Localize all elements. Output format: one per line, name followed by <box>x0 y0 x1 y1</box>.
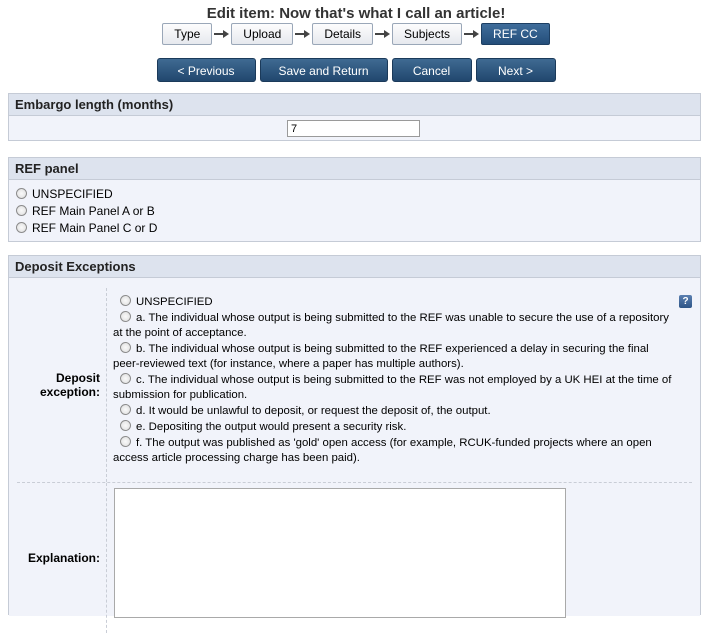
embargo-panel <box>8 93 701 141</box>
workflow-step-ref-cc[interactable]: REF CC <box>481 23 550 45</box>
radio-button[interactable] <box>16 205 27 216</box>
deposit-exception-option-d[interactable] <box>113 404 676 419</box>
embargo-length-input[interactable] <box>287 120 420 137</box>
radio-button[interactable] <box>120 404 131 415</box>
ref-panel-option-c-or-d[interactable] <box>16 219 692 236</box>
deposit-exception-option-f[interactable] <box>113 436 676 466</box>
deposit-exception-option-a[interactable] <box>113 311 676 341</box>
deposit-exception-option-b[interactable] <box>113 342 676 372</box>
radio-button[interactable] <box>120 373 131 384</box>
ref-panel-body <box>9 180 700 241</box>
radio-button[interactable] <box>120 420 131 431</box>
ref-panel-header: REF panel <box>9 158 700 180</box>
deposit-exception-option-unspecified[interactable] <box>113 295 676 310</box>
option-label: b. The individual whose output is being submitted to the REF experienced a delay in securing the final peer-reviewed text (for instance, where a paper has multiple authors). <box>113 343 649 370</box>
next-button[interactable]: Next > <box>476 58 556 82</box>
radio-button[interactable] <box>120 436 131 447</box>
deposit-exception-row <box>9 278 700 482</box>
radio-button[interactable] <box>120 342 131 353</box>
embargo-header: Embargo length (months) <box>9 94 700 116</box>
option-label: REF Main Panel C or D <box>32 220 158 235</box>
arrow-right-icon <box>373 23 392 45</box>
ref-panel-option-a-or-b[interactable] <box>16 202 692 219</box>
deposit-exceptions-body <box>9 278 700 616</box>
deposit-exception-label: Deposit exception: <box>9 288 107 482</box>
workflow-step-upload[interactable]: Upload <box>231 23 293 45</box>
workflow-steps <box>0 23 712 45</box>
explanation-label: Explanation: <box>9 483 107 633</box>
radio-button[interactable] <box>120 295 131 306</box>
page-title: Edit item: Now that's what I call an article! <box>206 5 506 22</box>
radio-button[interactable] <box>120 311 131 322</box>
ref-panel-option-unspecified[interactable] <box>16 185 692 202</box>
radio-button[interactable] <box>16 188 27 199</box>
option-label: UNSPECIFIED <box>136 296 213 308</box>
ref-panel <box>8 157 701 242</box>
option-label: d. It would be unlawful to deposit, or request the deposit of, the output. <box>136 405 491 417</box>
embargo-body <box>9 116 700 140</box>
option-label: REF Main Panel A or B <box>32 203 155 218</box>
radio-button[interactable] <box>16 222 27 233</box>
arrow-right-icon <box>293 23 312 45</box>
arrow-right-icon <box>212 23 231 45</box>
cancel-button[interactable]: Cancel <box>392 58 472 82</box>
deposit-exception-options <box>107 288 700 482</box>
save-and-return-button[interactable]: Save and Return <box>260 58 388 82</box>
deposit-exception-option-e[interactable] <box>113 420 676 435</box>
option-label: UNSPECIFIED <box>32 186 113 201</box>
option-label: a. The individual whose output is being submitted to the REF was unable to secure the use of a repository at the point of acceptance. <box>113 312 669 339</box>
explanation-field-wrapper <box>107 483 700 633</box>
option-label: f. The output was published as 'gold' open access (for example, RCUK-funded projects where an open access article processing charge has been paid). <box>113 437 652 464</box>
option-label: c. The individual whose output is being submitted to the REF was not employed by a UK HEI at the time of submission for publication. <box>113 374 672 401</box>
option-label: e. Depositing the output would present a security risk. <box>136 421 407 433</box>
deposit-exceptions-panel <box>8 255 701 615</box>
help-icon[interactable]: ? <box>679 295 692 308</box>
nav-buttons <box>0 58 712 82</box>
explanation-textarea[interactable] <box>114 488 566 618</box>
explanation-row <box>9 483 700 633</box>
previous-button[interactable]: < Previous <box>157 58 256 82</box>
deposit-exception-option-c[interactable] <box>113 373 676 403</box>
workflow-step-subjects[interactable]: Subjects <box>392 23 462 45</box>
deposit-exceptions-header: Deposit Exceptions <box>9 256 700 278</box>
workflow-step-details[interactable]: Details <box>312 23 373 45</box>
arrow-right-icon <box>462 23 481 45</box>
workflow-step-type[interactable]: Type <box>162 23 212 45</box>
